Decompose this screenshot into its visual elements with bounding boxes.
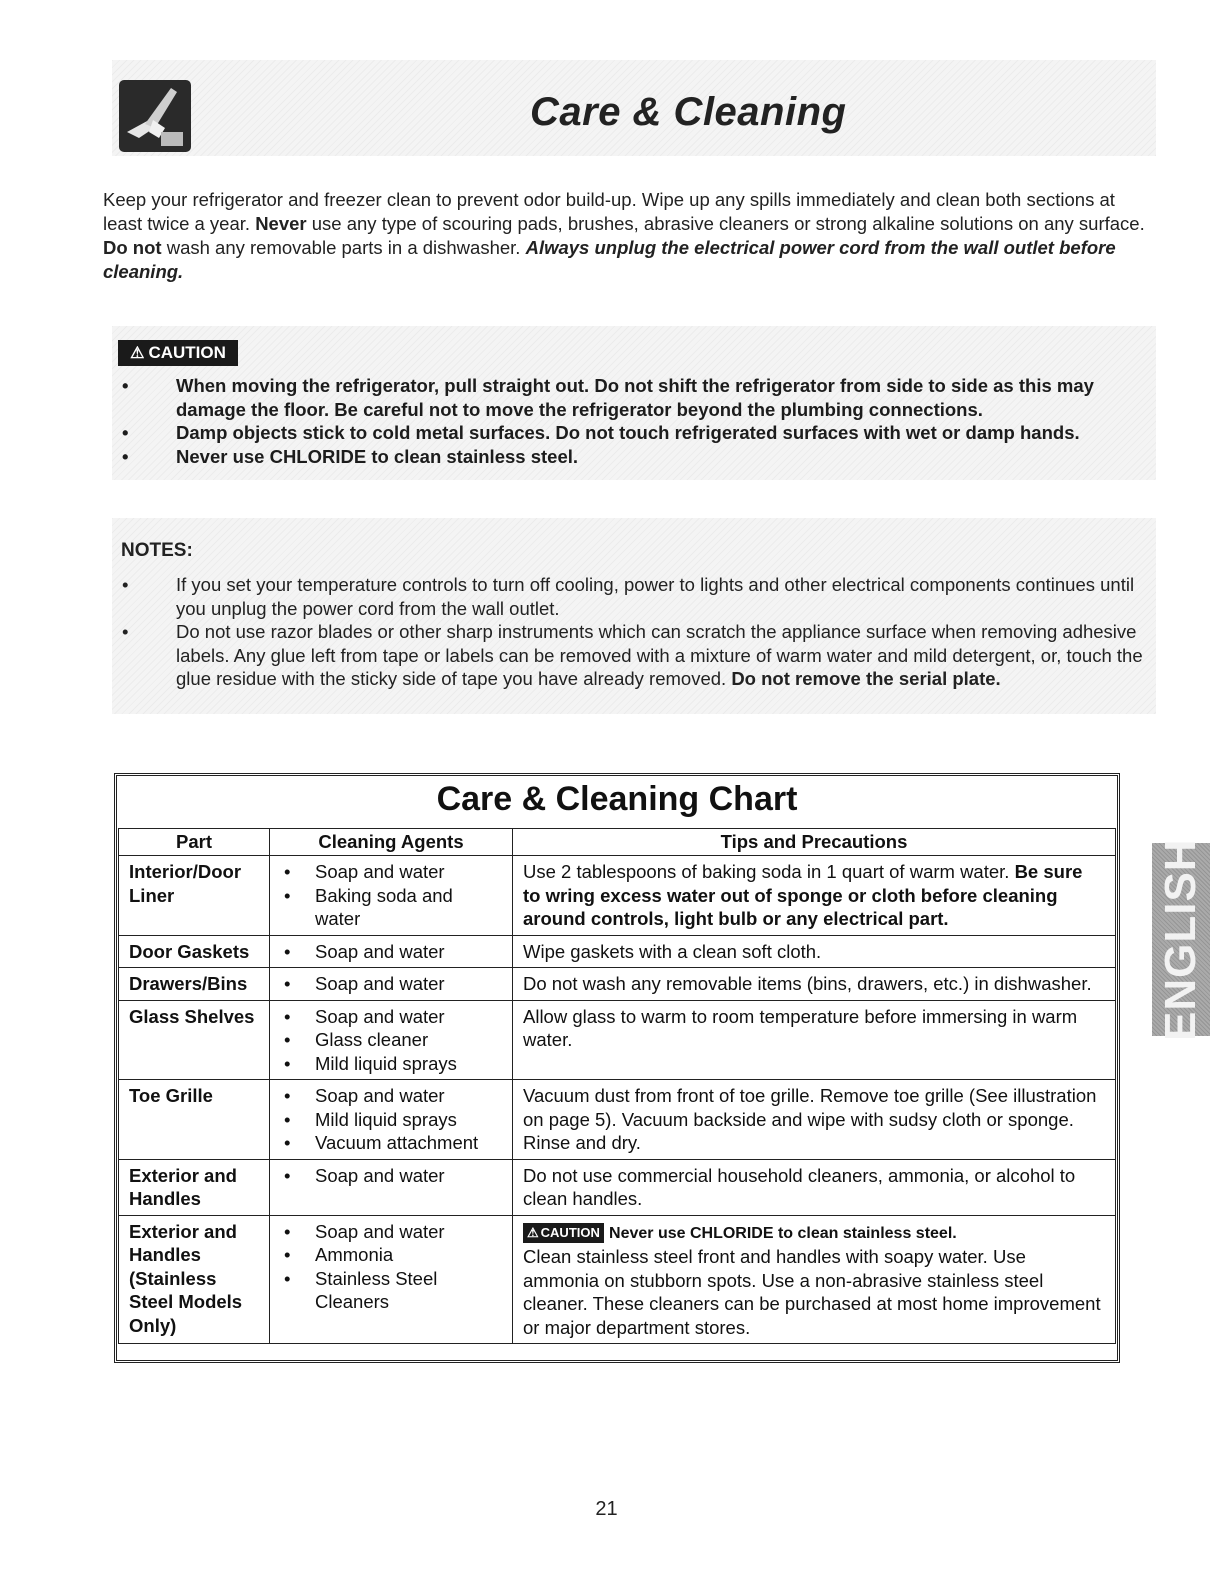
caution-item xyxy=(116,374,1146,421)
table-row xyxy=(119,1000,1116,1080)
agent-text: Vacuum attachment xyxy=(315,1132,479,1153)
agent-text: Soap and water xyxy=(315,861,445,882)
agent-text: Glass cleaner xyxy=(315,1029,429,1050)
caution-item-text: Never use CHLORIDE to clean stainless steel. xyxy=(176,445,579,467)
bullet-icon: • xyxy=(284,940,291,962)
agent-item xyxy=(280,1052,502,1076)
tips-cell: Do not wash any removable items (bins, drawers, etc.) in dishwasher. xyxy=(513,968,1116,1001)
intro-text-1: Keep your refrigerator and freezer clean to prevent odor build-up. Wipe up any spills immediately and clean both sections at least twice a year. xyxy=(103,189,1115,234)
header-agents: Cleaning Agents xyxy=(270,829,513,856)
intro-do-not: Do not xyxy=(103,237,162,258)
table-row xyxy=(119,1159,1116,1215)
bullet-icon: • xyxy=(284,1267,291,1289)
bullet-icon: • xyxy=(122,422,129,443)
agents-cell xyxy=(270,935,513,968)
agent-text: Soap and water xyxy=(315,940,445,962)
agent-item xyxy=(280,1220,502,1244)
agent-item xyxy=(280,1243,502,1267)
bullet-icon: • xyxy=(122,621,129,642)
part-cell: Exterior and Handles (Stainless Steel Models Only) xyxy=(119,1215,270,1344)
agents-cell xyxy=(270,1159,513,1215)
warning-triangle-icon: ⚠ xyxy=(130,345,145,362)
agent-text: Mild liquid sprays xyxy=(315,1108,457,1130)
agent-item xyxy=(280,972,502,996)
table-row xyxy=(119,968,1116,1001)
tips-cell xyxy=(513,1215,1116,1344)
table-row xyxy=(119,856,1116,936)
bullet-icon: • xyxy=(284,884,291,906)
caution-list xyxy=(116,374,1146,468)
part-cell: Toe Grille xyxy=(119,1080,270,1160)
agent-item xyxy=(280,1267,502,1314)
table-row xyxy=(119,935,1116,968)
note-item-text: If you set your temperature controls to turn off cooling, power to lights and other electrical components continues until you unplug the power cord from the wall outlet. xyxy=(176,574,1135,619)
agent-text: Soap and water xyxy=(315,973,445,994)
agents-cell xyxy=(270,856,513,936)
chart-title: Care & Cleaning Chart xyxy=(436,780,798,818)
tips-text: Use 2 tablespoons of baking soda in 1 quart of warm water. xyxy=(523,861,1015,882)
agent-item xyxy=(280,1131,502,1155)
cleaning-hand-icon xyxy=(119,80,191,152)
agent-text: Baking soda and water xyxy=(315,884,453,929)
agent-item xyxy=(280,1084,502,1108)
table-header-row xyxy=(119,829,1116,856)
tips-cell: Do not use commercial household cleaners, ammonia, or alcohol to clean handles. xyxy=(513,1159,1116,1215)
part-cell: Interior/Door Liner xyxy=(119,856,270,936)
agent-item xyxy=(280,884,502,931)
agent-text: Stainless Steel Cleaners xyxy=(315,1267,438,1312)
bullet-icon: • xyxy=(122,445,129,467)
agent-text: Mild liquid sprays xyxy=(315,1052,457,1074)
table-row xyxy=(119,1080,1116,1160)
notes-title: NOTES: xyxy=(121,540,193,561)
part-cell: Door Gaskets xyxy=(119,935,270,968)
caution-item-text: Damp objects stick to cold metal surfaces. Do not touch refrigerated surfaces with wet or damp hands. xyxy=(176,422,1080,443)
agent-item xyxy=(280,860,502,884)
bullet-icon: • xyxy=(284,1029,291,1050)
part-cell: Exterior and Handles xyxy=(119,1159,270,1215)
note-item xyxy=(116,620,1146,691)
agent-text: Soap and water xyxy=(315,1220,445,1242)
agent-text: Soap and water xyxy=(315,1005,445,1027)
intro-text-2: use any type of scouring pads, brushes, abrasive cleaners or strong alkaline solutions on any surface. xyxy=(306,213,1145,234)
bullet-icon: • xyxy=(284,1220,291,1242)
note-item xyxy=(116,573,1146,620)
agent-item xyxy=(280,1028,502,1052)
caution-item-text: When moving the refrigerator, pull straight out. Do not shift the refrigerator from side to side as this may damage the floor. Be careful not to move the refrigerator beyond the plumbing connections. xyxy=(176,375,1094,420)
bullet-icon: • xyxy=(122,375,129,396)
agent-item xyxy=(280,940,502,964)
table-row xyxy=(119,1215,1116,1344)
tips-bold-text: Be sure to wring excess water out of sponge or cloth before cleaning around controls, light bulb or any electrical part. xyxy=(523,861,1083,929)
caution-item xyxy=(116,421,1146,445)
tips-cell: Vacuum dust from front of toe grille. Remove toe grille (See illustration on page 5). Vacuum backside and wipe with sudsy cloth or sponge. Rinse and dry. xyxy=(513,1080,1116,1160)
agent-text: Soap and water xyxy=(315,1085,445,1106)
bullet-icon: • xyxy=(284,1085,291,1106)
agent-text: Soap and water xyxy=(315,1164,445,1186)
header-tips: Tips and Precautions xyxy=(513,829,1116,856)
caution-item xyxy=(116,445,1146,469)
caution-badge-label: CAUTION xyxy=(540,1224,600,1240)
intro-never: Never xyxy=(255,213,307,234)
page-title: Care & Cleaning xyxy=(530,90,847,134)
note-item-text: Do not use razor blades or other sharp instruments which can scratch the appliance surface when removing adhesive labels. Any glue left from tape or labels can be removed with a mixture of warm water and mild detergent, or, touch the glue residue with the sticky side of tape you have already removed. xyxy=(176,621,1143,689)
header-part: Part xyxy=(119,829,270,856)
warning-triangle-icon: ⚠ xyxy=(527,1224,539,1240)
agents-cell xyxy=(270,1000,513,1080)
agents-cell xyxy=(270,968,513,1001)
language-tab-label: ENGLISH xyxy=(1156,838,1205,1041)
bullet-icon: • xyxy=(284,861,291,882)
tips-text: Clean stainless steel front and handles with soapy water. Use ammonia on stubborn spots. Use a non-abrasive stainless steel cleaner. These cleaners can be purchased at most home improvement or major department stores. xyxy=(523,1246,1101,1338)
caution-badge xyxy=(523,1223,604,1243)
bullet-icon: • xyxy=(284,1164,291,1186)
bullet-icon: • xyxy=(284,1244,291,1265)
notes-list xyxy=(116,573,1146,691)
caution-text: Never use CHLORIDE to clean stainless steel. xyxy=(609,1224,957,1242)
intro-warning: Always unplug the electrical power cord from the wall outlet before cleaning. xyxy=(103,237,1116,282)
tips-cell xyxy=(513,856,1116,936)
part-cell: Drawers/Bins xyxy=(119,968,270,1001)
bullet-icon: • xyxy=(284,1005,291,1027)
agent-item xyxy=(280,1164,502,1188)
intro-text-3: wash any removable parts in a dishwasher. xyxy=(161,237,526,258)
care-cleaning-table xyxy=(118,828,1116,1344)
agent-item xyxy=(280,1005,502,1029)
intro-paragraph xyxy=(103,188,1153,284)
bullet-icon: • xyxy=(284,1132,291,1153)
caution-badge xyxy=(118,340,238,366)
bullet-icon: • xyxy=(284,973,291,994)
bullet-icon: • xyxy=(122,574,129,595)
page-number: 21 xyxy=(595,1498,618,1520)
part-cell: Glass Shelves xyxy=(119,1000,270,1080)
agent-item xyxy=(280,1108,502,1132)
tips-cell: Wipe gaskets with a clean soft cloth. xyxy=(513,935,1116,968)
note-item-bold: Do not remove the serial plate. xyxy=(731,668,1001,689)
agents-cell xyxy=(270,1080,513,1160)
bullet-icon: • xyxy=(284,1052,291,1074)
caution-badge-label: CAUTION xyxy=(148,343,226,362)
agent-text: Ammonia xyxy=(315,1244,394,1265)
agents-cell xyxy=(270,1215,513,1344)
bullet-icon: • xyxy=(284,1108,291,1130)
tips-cell: Allow glass to warm to room temperature before immersing in warm water. xyxy=(513,1000,1116,1080)
